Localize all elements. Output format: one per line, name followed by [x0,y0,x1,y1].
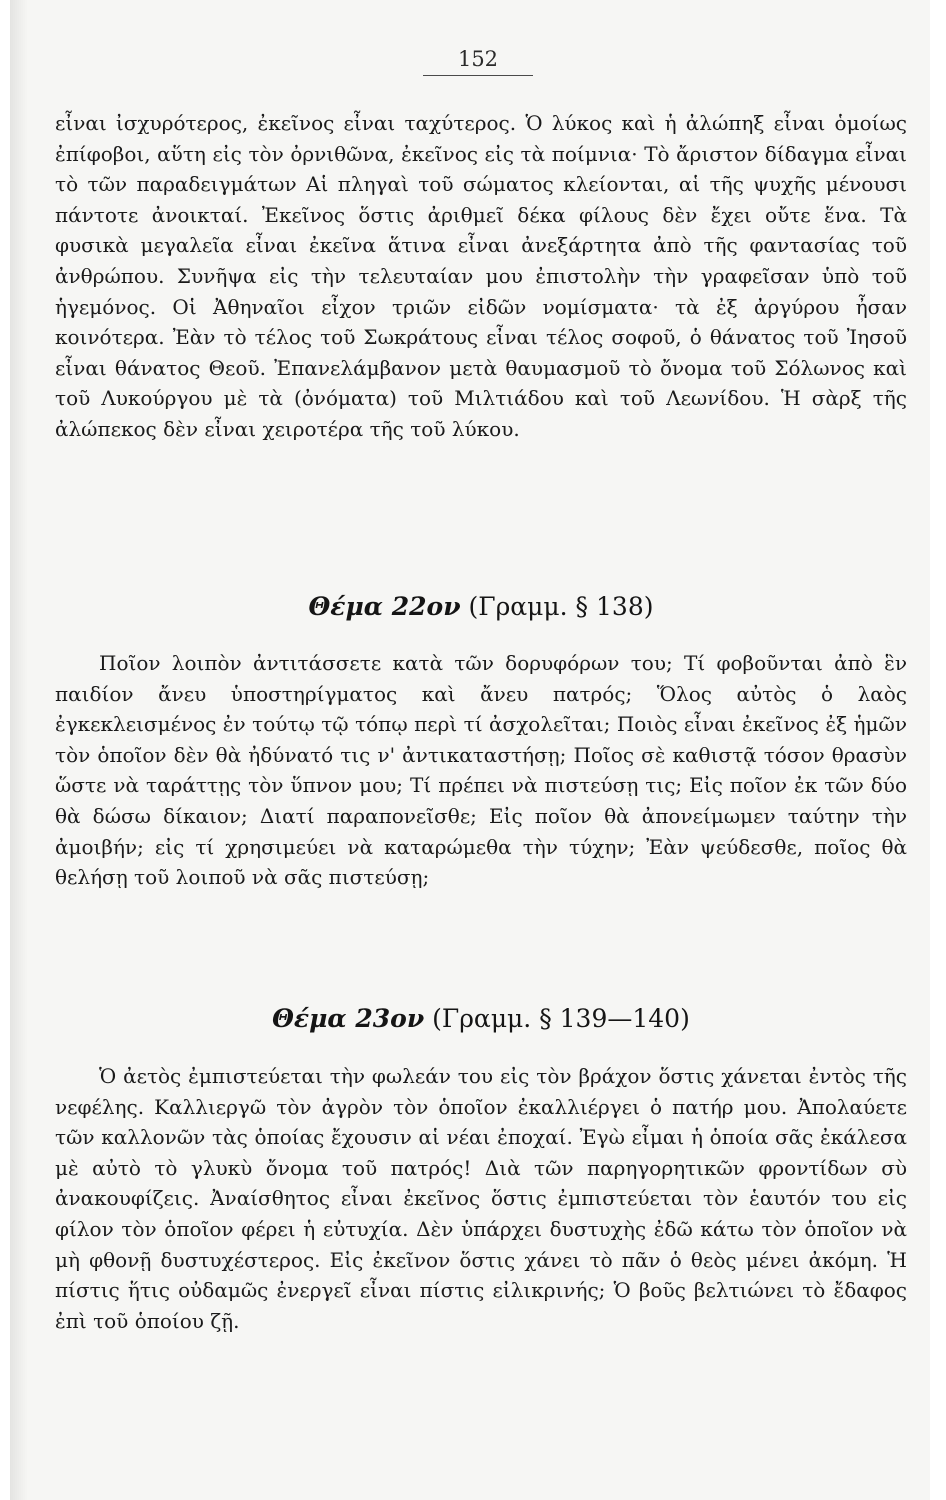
section-heading-theme-22 [55,592,907,621]
page-binding-shadow [10,0,28,1500]
heading-grammar-reference: (Γραμμ. § 138) [460,592,654,621]
paragraph-theme-23: Ὁ ἀετὸς ἐμπιστεύεται τὴν φωλεάν του εἰς τὸν βράχον ὅστις χάνεται ἐντὸς τῆς νεφέλης. Καλλιεργῶ τὸν ἀγρὸν τὸν ὁποῖον ἐκαλλιέργει ὁ πατήρ μου. Ἀπολαύετε τῶν καλλονῶν τὰς ὁποίας ἔχουσιν αἱ νέαι ἐποχαί. Ἐγὼ εἶμαι ἡ ὁποία σᾶς ἐκάλεσα μὲ αὐτὸ τὸ γλυκὺ ὄνομα τοῦ πατρός! Διὰ τῶν παρηγορητικῶν φροντίδων σὺ ἀνακουφίζεις. Ἀναίσθητος εἶναι ἐκεῖνος ὅστις ἐμπιστεύεται τὸν ἑαυτόν του εἰς φίλον τὸν ὁποῖον φέρει ἡ εὐτυχία. Δὲν ὑπάρχει δυστυχὴς ἐδῶ κάτω τὸν ὁποῖον νὰ μὴ φθονῇ δυστυχέστερος. Εἰς ἐκεῖνον ὅστις χάνει τὸ πᾶν ὁ θεὸς μένει ἀκόμη. Ἡ πίστις ἥτις οὐδαμῶς ἐνεργεῖ εἶναι πίστις εἰλικρινής; Ὁ βοῦς βελτιώνει τὸ ἔδαφος ἐπὶ τοῦ ὁποίου ζῇ. [55,1064,907,1333]
section-heading-theme-23 [55,1004,907,1033]
page-number: 152 [423,47,533,76]
paragraph-exercise-21-continued: εἶναι ἰσχυρότερος, ἐκεῖνος εἶναι ταχύτερος. Ὁ λύκος καὶ ἡ ἀλώπηξ εἶναι ὁμοίως ἐπίφοβοι, αὕτη εἰς τὸν ὀρνιθῶνα, ἐκεῖνος εἰς τὰ ποίμνια· Τὸ ἄριστον δίδαγμα εἶναι τὸ τῶν παραδειγμάτων Αἱ πληγαὶ τοῦ σώματος κλείονται, αἱ τῆς ψυχῆς μένουσι πάντοτε ἀνοικταί. Ἐκεῖνος ὅστις ἀριθμεῖ δέκα φίλους δὲν ἔχει οὔτε ἕνα. Τὰ φυσικὰ μεγαλεῖα εἶναι ἐκεῖνα ἅτινα εἶναι ἀνεξάρτητα ἀπὸ τῆς φαντασίας τοῦ ἀνθρώπου. Συνῆψα εἰς τὴν τελευταίαν μου ἐπιστολὴν τὴν γραφεῖσαν ὑπὸ τοῦ ἡγεμόνος. Οἱ Ἀθηναῖοι εἶχον τριῶν εἰδῶν νομίσματα· τὰ ἐξ ἀργύρου ἦσαν κοινότερα. Ἐὰν τὸ τέλος τοῦ Σωκράτους εἶναι τέλος σοφοῦ, ὁ θάνατος τοῦ Ἰησοῦ εἶναι θάνατος Θεοῦ. Ἐπανελάμβανον μετὰ θαυμασμοῦ τὸ ὄνομα τοῦ Σόλωνος καὶ τοῦ Λυκούργου μὲ τὰ (ὀνόματα) τοῦ Μιλτιάδου καὶ τοῦ Λεωνίδου. Ἡ σὰρξ τῆς ἀλώπεκος δὲν εἶναι χειροτέρα τῆς τοῦ λύκου. [55,111,907,441]
heading-title: Θέμα 23ον [272,1004,425,1033]
book-page [10,0,930,1500]
paragraph-theme-22: Ποῖον λοιπὸν ἀντιτάσσετε κατὰ τῶν δορυφόρων του; Τί φοβοῦνται ἀπὸ ἓν παιδίον ἄνευ ὑποστηρίγματος καὶ ἄνευ πατρός; Ὅλος αὐτὸς ὁ λαὸς ἐγκεκλεισμένος ἐν τούτῳ τῷ τόπῳ περὶ τί ἀσχολεῖται; Ποιὸς εἶναι ἐκεῖνος ἐξ ἡμῶν τὸν ὁποῖον δὲν θὰ ἠδύνατό τις ν' ἀντικαταστήσῃ; Ποῖος σὲ καθιστᾷ τόσον θρασὺν ὥστε νὰ ταράττῃς τὸν ὕπνον μου; Τί πρέπει νὰ πιστεύσῃ τις; Εἰς ποῖον ἐκ τῶν δύο θὰ δώσω δίκαιον; Διατί παραπονεῖσθε; Εἰς ποῖον θὰ ἀπονείμωμεν ταύτην τὴν ἀμοιβήν; εἰς τί χρησιμεύει νὰ καταρώμεθα τὴν τύχην; Ἐὰν ψεύδεσθε, ποῖος θὰ θελήσῃ τοῦ λοιποῦ νὰ σᾶς πιστεύσῃ; [55,651,907,890]
heading-title: Θέμα 22ον [308,592,461,621]
heading-grammar-reference: (Γραμμ. § 139—140) [424,1004,690,1033]
